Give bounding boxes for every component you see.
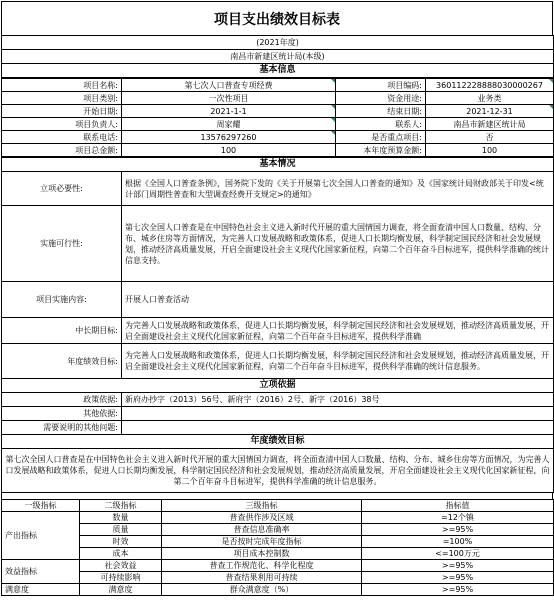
project-category-label: 项目类别: [2,92,122,105]
annual-budget-label: 本年度预算金额: [336,144,426,157]
annual-budget-value: 100 [426,144,554,157]
indicator-level2: 质量 [80,524,162,536]
indicator-level1: 满意度 [2,584,80,596]
header-level2: 二级指标 [80,500,162,512]
start-date-label: 开始日期: [2,105,122,118]
content-label: 项目实施内容: [2,282,122,318]
end-date-label: 结束日期: [336,105,426,118]
indicator-value: =100% [362,536,554,548]
contact-person-value: 南昌市新建区统计局 [426,118,554,131]
annual-target-label: 年度绩效目标: [2,344,122,379]
indicator-level3: 普查信息准确率 [162,524,362,536]
project-leader-value: 周家耀 [122,118,336,131]
feasibility-label: 实施可行性: [2,206,122,282]
header-level1: 一级指标 [2,500,80,512]
unit-cell: 南昌市新建区统计局(本级) [2,50,554,64]
indicator-level1: 产出指标 [2,512,80,560]
end-date-value: 2021-12-31 [426,105,554,118]
indicator-value: >=95% [362,524,554,536]
project-category-value: 一次性项目 [122,92,336,105]
fund-use-value: 业务类 [426,92,554,105]
indicator-table [1,499,554,596]
indicator-level2: 时效 [80,536,162,548]
table-row [2,548,554,560]
header-level3: 三级指标 [162,500,362,512]
indicator-level1: 效益指标 [2,560,80,584]
indicator-value: =12个镇 [362,512,554,524]
indicator-level2: 可持续影响 [80,572,162,584]
content-value: 开展人口普查活动 [122,282,554,318]
project-leader-label: 项目负责人: [2,118,122,131]
project-name-value: 第七次人口普查专项经费 [122,79,336,92]
feasibility-value: 第七次全国人口普查是在中国特色社会主义进入新时代开展的重大国情国力调查，将全面查清中国人口数量、结构、分布、城乡住房等方面情况，为完善人口发展战略和政策体系，促进人口长期均衡发展，科学制定国民经济和社会发展规划，推动经济高质量发展，开启全面建设社会主义现代化国家新征程，向第二个百年奋斗目标进军，提供科学准确的统计信息支持。 [122,206,554,282]
necessity-label: 立项必要性: [2,172,122,206]
section-basis: 立项依据 [2,379,554,393]
table-row [2,512,554,524]
indicator-level3: 普查供作涉及区域 [162,512,362,524]
indicator-level3: 项目成本控制数 [162,548,362,560]
annual-target-value: 为完善人口发展战略和政策体系，促进人口长期均衡发展，科学制定国民经济和社会发展规划，推动经济高质量发展，开启全面建设社会主义现代化国家新征程，向第二个百年奋斗目标进军，提供科学准确的统计信息服务。 [122,344,554,379]
project-code-value: 360112228888030000267 [426,79,554,92]
table-row [2,584,554,596]
table-row [2,572,554,584]
other-basis-value [122,407,554,421]
indicator-value: <=100万元 [362,548,554,560]
header-value: 指标值 [362,500,554,512]
indicator-level3: 普查工作规范化、科学化程度 [162,560,362,572]
annual-target-text: 第七次全国人口普查是在中国特色社会主义进入新时代开展的重大国情国力调查，将全面查清中国人口数量、结构、分布、城乡住房等方面情况，为完善人口发展战略和政策体系，促进人口长期均衡发展，科学制定国民经济和社会发展规划，推动经济高质量发展，开启全面建设社会主义现代化国家新征程，向第二个百年奋斗目标进军，提供科学准确的统计信息服务。 [2,449,554,493]
section-basic-info: 基本信息 [2,64,554,78]
table-row [2,536,554,548]
indicator-level2: 满意度 [80,584,162,596]
table-row [2,524,554,536]
indicator-value: >=95% [362,584,554,596]
indicator-level3: 群众满意度（%） [162,584,362,596]
policy-basis-label: 政策依据: [2,393,122,407]
project-code-label: 项目编码: [336,79,426,92]
main-table [1,35,554,78]
indicator-value: >=95% [362,572,554,584]
key-project-label: 是否重点项目: [336,131,426,144]
contact-phone-value: 13576297260 [122,131,336,144]
total-amount-value: 100 [122,144,336,157]
other-basis-label: 其他依据: [2,407,122,421]
policy-basis-value: 新府办抄字（2013）56号、新府字（2016）2号、新字（2016）38号 [122,393,554,407]
basic-info-table [1,78,554,157]
indicator-level2: 成本 [80,548,162,560]
project-name-label: 项目名称: [2,79,122,92]
note-value [122,421,554,435]
section-annual-target: 年度绩效目标 [2,435,554,449]
necessity-value: 根据《全国人口普查条例》，国务院下发的《关于开展第七次全国人口普查的通知》及《国家统计局财政部关于印发<统计部门周期性普查和大型调查经费开支规定>的通知》 [122,172,554,206]
indicator-level3: 普查结果利用可持续 [162,572,362,584]
total-amount-label: 项目总金额: [2,144,122,157]
year-cell: (2021年度) [2,36,554,50]
contact-phone-label: 联系电话: [2,131,122,144]
indicator-level2: 数量 [80,512,162,524]
indicator-level3: 是否按时完成年度指标 [162,536,362,548]
start-date-value: 2021-1-1 [122,105,336,118]
performance-target-sheet [1,1,553,602]
situation-table [1,157,554,493]
indicator-value: >=95% [362,560,554,572]
section-basic-situation: 基本情况 [2,158,554,172]
note-label: 需要说明的其他问题: [2,421,122,435]
midlong-target-value: 为完善人口发展战略和政策体系，促进人口长期均衡发展，科学制定国民经济和社会发展规划，推动经济高质量发展，开启全面建设社会主义现代化国家新征程，向第二个百年奋斗目标进军，提供科学准确 [122,318,554,344]
fund-use-label: 资金用途: [336,92,426,105]
table-row [2,560,554,572]
midlong-target-label: 中长期目标: [2,318,122,344]
key-project-value: 否 [426,131,554,144]
contact-person-label: 联系人: [336,118,426,131]
page-title: 项目支出绩效目标表 [1,1,553,35]
indicator-level2: 社会效益 [80,560,162,572]
